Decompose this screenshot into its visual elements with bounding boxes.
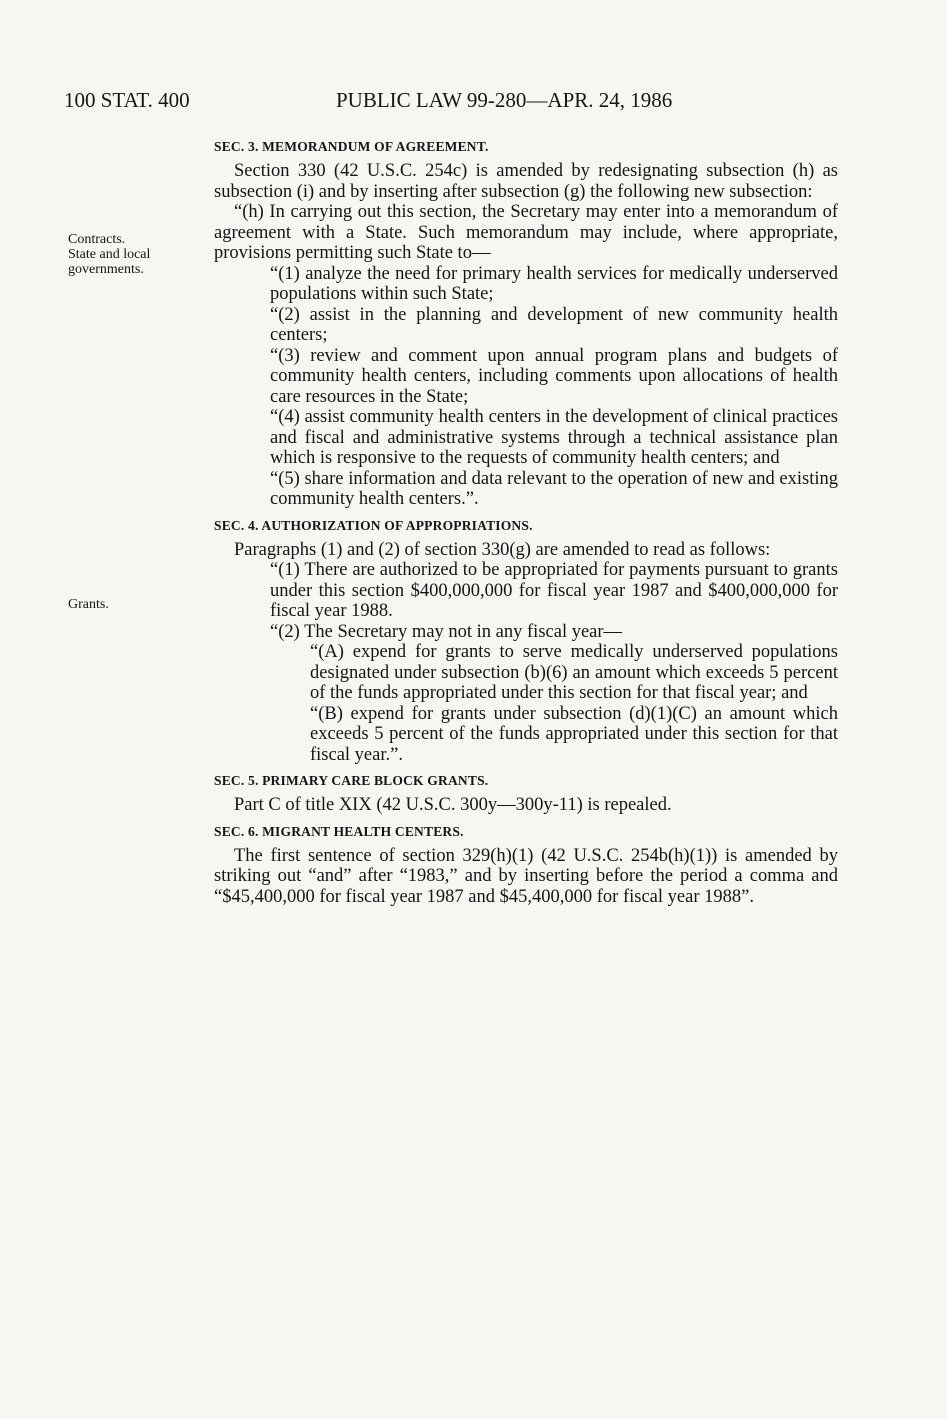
margin-note-grants-label: Grants. bbox=[68, 597, 109, 612]
margin-note-grants bbox=[68, 597, 188, 612]
margin-note-state-local-line1: State and local bbox=[68, 247, 151, 262]
section-4-subparagraph-a: “(A) expend for grants to serve medically underserved populations designated under subsection (b)(6) an amount which exceeds 5 percent of the funds appropriated under this section for that fiscal year; and bbox=[310, 642, 838, 703]
section-6-text: The first sentence of section 329(h)(1) (42 U.S.C. 254b(h)(1)) is amended by striking out “and” after “1983,” and by inserting before the period a comma and “$45,400,000 for fiscal year 1987 and $45,400,000 for fiscal year 1988”. bbox=[214, 845, 838, 907]
section-3-item-1: “(1) analyze the need for primary health services for medically underserved populations within such State; bbox=[270, 263, 838, 304]
public-law-citation: PUBLIC LAW 99-280—APR. 24, 1986 bbox=[336, 88, 673, 112]
section-3-item-4: “(4) assist community health centers in the development of clinical practices and fiscal and administrative systems through a technical assistance plan which is responsive to the requests of community health centers; and bbox=[270, 407, 838, 468]
page-header bbox=[64, 88, 724, 122]
statute-body bbox=[214, 137, 838, 907]
section-4-intro: Paragraphs (1) and (2) of section 330(g) are amended to read as follows: bbox=[234, 539, 771, 560]
section-5-text: Part C of title XIX (42 U.S.C. 300y—300y-11) is repealed. bbox=[234, 795, 672, 815]
section-3-subsection-h: “(h) In carrying out this section, the Secretary may enter into a memorandum of agreement with a State. Such memorandum may include, where appropriate, provisions permitting such State to— bbox=[214, 202, 838, 263]
section-3-item-3: “(3) review and comment upon annual program plans and budgets of community health centers, including comments upon allocations of health care resources in the State; bbox=[270, 345, 838, 407]
stat-page-number: 100 STAT. 400 bbox=[64, 88, 190, 112]
section-6-heading: SEC. 6. MIGRANT HEALTH CENTERS. bbox=[214, 823, 464, 839]
section-3-intro: Section 330 (42 U.S.C. 254c) is amended by redesignating subsection (h) as subsection (i) and by inserting after subsection (g) the following new subsection: bbox=[214, 161, 838, 202]
section-3-heading: SEC. 3. MEMORANDUM OF AGREEMENT. bbox=[214, 139, 489, 154]
section-5-heading: SEC. 5. PRIMARY CARE BLOCK GRANTS. bbox=[214, 773, 489, 788]
section-4-subparagraph-b: “(B) expend for grants under subsection (d)(1)(C) an amount which exceeds 5 percent of the funds appropriated under this section for that fiscal year.”. bbox=[310, 703, 838, 765]
section-4-paragraph-2: “(2) The Secretary may not in any fiscal year— bbox=[270, 621, 623, 642]
section-4-paragraph-1: “(1) There are authorized to be appropriated for payments pursuant to grants under this section $400,000,000 for fiscal year 1987 and $400,000,000 for fiscal year 1988. bbox=[270, 560, 838, 621]
margin-note-state-local-line2: governments. bbox=[68, 262, 144, 277]
section-4-heading: SEC. 4. AUTHORIZATION OF APPROPRIATIONS. bbox=[214, 517, 533, 533]
margin-note-contracts bbox=[68, 232, 188, 277]
margin-note-contracts-label: Contracts. bbox=[68, 232, 126, 247]
section-3-item-5: “(5) share information and data relevant to the operation of new and existing community health centers.”. bbox=[270, 468, 838, 509]
section-3-item-2: “(2) assist in the planning and development of new community health centers; bbox=[270, 304, 838, 345]
